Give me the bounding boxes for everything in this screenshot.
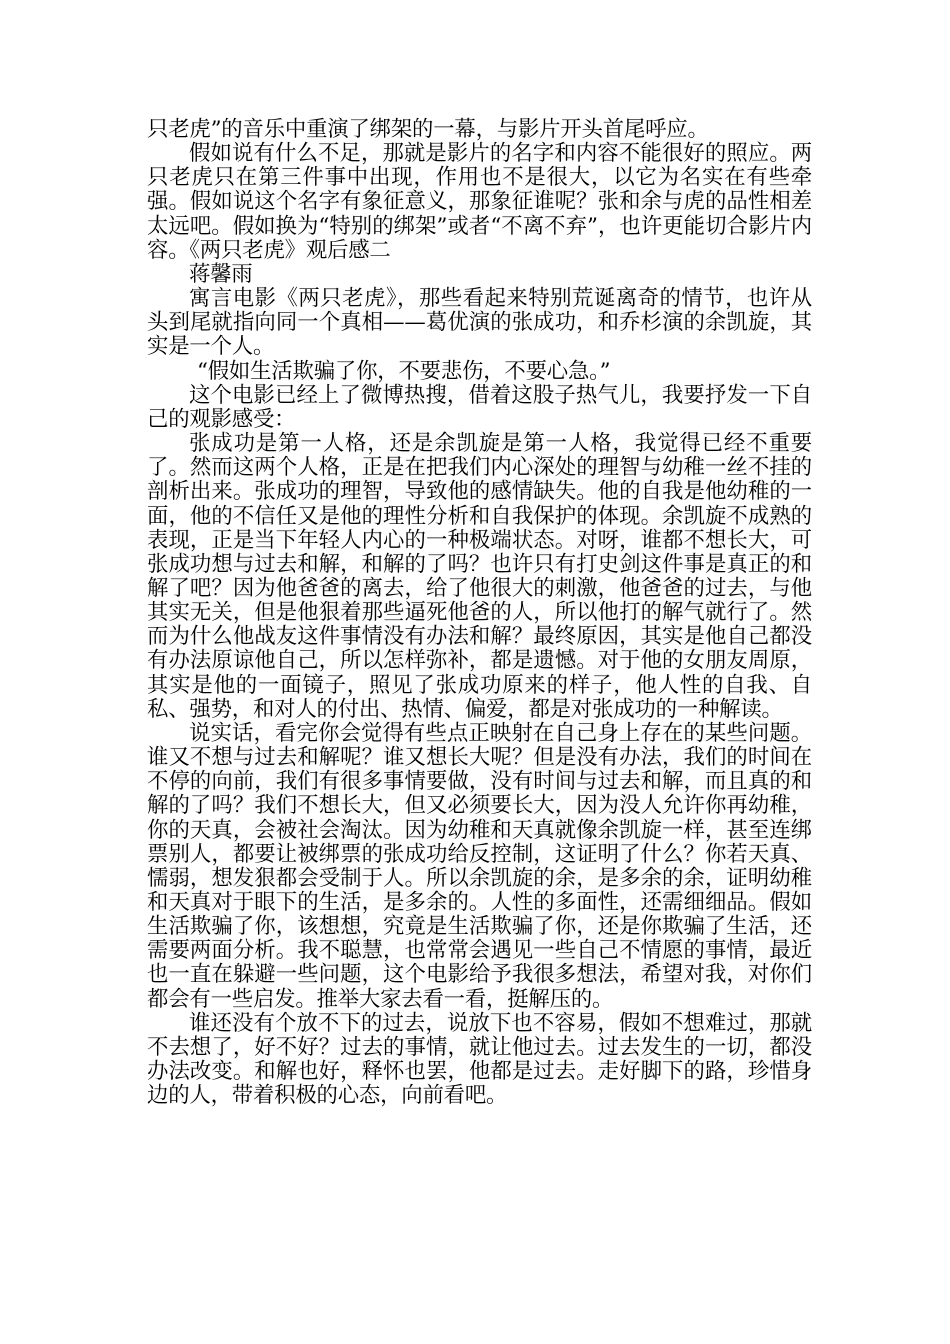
paragraph-fable-intro: 寓言电影《两只老虎》，那些看起来特别荒诞离奇的情节，也许从头到尾就指向同一个真相——葛优演的张成功，和乔杉演的余凯旋，其实是一个人。 bbox=[147, 286, 812, 360]
paragraph-continuation: 只老虎”的音乐中重演了绑架的一幕，与影片开头首尾呼应。 bbox=[147, 117, 709, 142]
paragraph-hot-search: 这个电影已经上了微博热搜，借着这股子热气儿，我要抒发一下自己的观影感受： bbox=[147, 382, 812, 432]
paragraph-shortcoming: 假如说有什么不足，那就是影片的名字和内容不能很好的照应。两只老虎只在第三件事中出现，作用也不是很大，以它为名实在有些牵强。假如说这个名字有象征意义，那象征谁呢？张和余与虎的品性相差太远吧。假如换为“特别的绑架”或者“不离不弃”，也许更能切合影片内容。《两只老虎》观后感二 bbox=[147, 141, 812, 263]
document-body bbox=[147, 118, 812, 1108]
author-name: 蒋馨雨 bbox=[189, 261, 253, 287]
paragraph-quote: “假如生活欺骗了你，不要悲伤，不要心急。” bbox=[197, 358, 611, 384]
paragraph-conclusion: 谁还没有个放不下的过去，说放下也不容易，假如不想难过，那就不去想了，好不好？过去的事情，就让他过去。过去发生的一切，都没办法改变。和解也好，释怀也罢，他都是过去。走好脚下的路，珍惜身边的人，带着积极的心态，向前看吧。 bbox=[147, 1010, 812, 1109]
paragraph-personality: 张成功是第一人格，还是余凯旋是第一人格，我觉得已经不重要了。然而这两个人格，正是在把我们内心深处的理智与幼稚一丝不挂的剖析出来。张成功的理智，导致他的感情缺失。他的自我是他幼稚的一面，他的不信任又是他的理性分析和自我保护的体现。余凯旋不成熟的表现，正是当下年轻人内心的一种极端状态。对呀，谁都不想长大，可张成功想与过去和解，和解的了吗？也许只有打史剑这件事是真正的和解了吧？因为他爸爸的离去，给了他很大的刺激，他爸爸的过去，与他其实无关，但是他狠着那些逼死他爸的人，所以他打的解气就行了。然而为什么他战友这件事情没有办法和解？最终原因，其实是他自己都没有办法原谅他自己，所以怎样弥补，都是遗憾。对于他的女朋友周原，其实是他的一面镜子，照见了张成功原来的样子，他人性的自我、自私、强势，和对人的付出、热情、偏爱，都是对张成功的一种解读。 bbox=[147, 431, 812, 722]
paragraph-honest-talk: 说实话，看完你会觉得有些点正映射在自己身上存在的某些问题。谁又不想与过去和解呢？谁又想长大呢？但是没有办法，我们的时间在不停的向前，我们有很多事情要做，没有时间与过去和解，而且真的和解的了吗？我们不想长大，但又必须要长大，因为没人允许你再幼稚，你的天真，会被社会淘汰。因为幼稚和天真就像余凯旋一样，甚至连绑票别人，都要让被绑票的张成功给反控制，这证明了什么？你若天真、懦弱，想发狠都会受制于人。所以余凯旋的余，是多余的余，证明幼稚和天真对于眼下的生活，是多余的。人性的多面性，还需细细品。假如生活欺骗了你，该想想，究竟是生活欺骗了你，还是你欺骗了生活，还需要两面分析。我不聪慧，也常常会遇见一些自己不情愿的事情，最近也一直在躲避一些问题，这个电影给予我很多想法，希望对我，对你们都会有一些启发。推举大家去看一看，挺解压的。 bbox=[147, 720, 812, 1012]
